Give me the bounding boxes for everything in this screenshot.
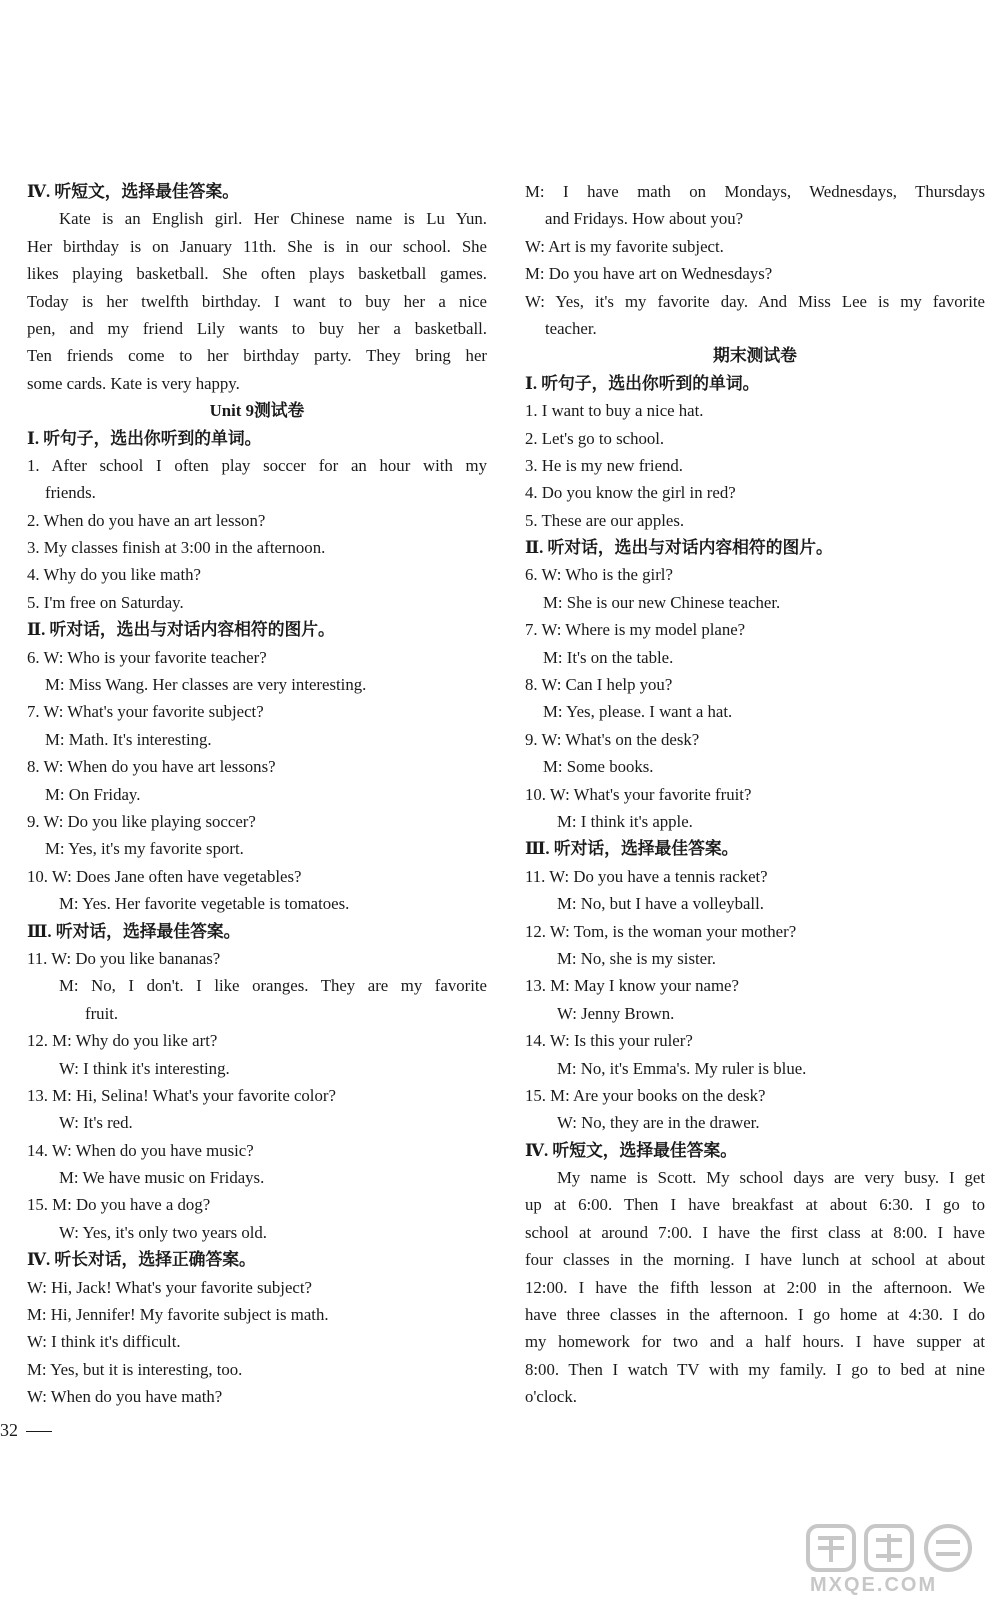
section-heading: Ⅱ. 听对话，选出与对话内容相符的图片。 (27, 620, 335, 640)
section-heading: Ⅲ. 听对话，选择最佳答案。 (27, 921, 241, 941)
watermark (806, 1522, 986, 1598)
dialogue-line: 15. M: Do you have a dog? (27, 1195, 211, 1215)
right-column (525, 178, 985, 1411)
dialogue-line: 15. M: Are your books on the desk? (525, 1085, 766, 1105)
passage-line: Her birthday is on January 11th. She is in our school. She (27, 236, 487, 256)
dialogue-line: M: Miss Wang. Her classes are very interesting. (45, 675, 367, 695)
dialogue-line: 11. W: Do you have a tennis racket? (525, 866, 768, 886)
passage-line: school at around 7:00. I have the first class at 8:00. I have (525, 1222, 985, 1242)
dialogue-line: M: Yes. Her favorite vegetable is tomatoes. (59, 894, 350, 914)
left-column (27, 178, 487, 1411)
dialogue-line: M: I think it's apple. (557, 811, 693, 831)
dialogue-line: M: On Friday. (45, 784, 141, 804)
dialogue-line: M: Yes, but it is interesting, too. (27, 1359, 243, 1379)
dialogue-line: fruit. (85, 1003, 119, 1023)
dialogue-line: M: No, I don't. I like oranges. They are my favorite (59, 976, 487, 996)
page-number-dash (26, 1431, 52, 1432)
dialogue-line: and Fridays. How about you? (545, 209, 744, 229)
dialogue-line: 8. W: When do you have art lessons? (27, 757, 276, 777)
passage-line: o'clock. (525, 1387, 577, 1407)
dialogue-line: 13. M: Hi, Selina! What's your favorite color? (27, 1085, 336, 1105)
question-line: 4. Why do you like math? (27, 565, 201, 585)
question-line: 2. Let's go to school. (525, 428, 665, 448)
dialogue-line: M: Yes, it's my favorite sport. (45, 839, 244, 859)
dialogue-line: W: Hi, Jack! What's your favorite subject? (27, 1277, 312, 1297)
dialogue-line: 9. W: What's on the desk? (525, 729, 700, 749)
section-heading: Ⅰ. 听句子，选出你听到的单词。 (525, 373, 760, 393)
question-line: 3. He is my new friend. (525, 455, 683, 475)
passage-line: likes playing basketball. She often plays basketball games. (27, 264, 487, 284)
dialogue-line: M: No, it's Emma's. My ruler is blue. (557, 1058, 807, 1078)
dialogue-line: 6. W: Who is the girl? (525, 565, 673, 585)
question-line: 1. After school I often play soccer for an hour with my (27, 455, 487, 475)
dialogue-line: W: I think it's difficult. (27, 1332, 181, 1352)
dialogue-line: M: Hi, Jennifer! My favorite subject is math. (27, 1305, 329, 1325)
page-number (0, 1416, 52, 1444)
dialogue-line: 13. M: May I know your name? (525, 976, 739, 996)
dialogue-line: M: Math. It's interesting. (45, 729, 212, 749)
dialogue-line: M: We have music on Fridays. (59, 1168, 265, 1188)
dialogue-line: 10. W: What's your favorite fruit? (525, 784, 752, 804)
dialogue-line: W: Jenny Brown. (557, 1003, 675, 1023)
dialogue-line: 10. W: Does Jane often have vegetables? (27, 866, 302, 886)
dialogue-line: W: Yes, it's my favorite day. And Miss Lee is my favorite (525, 291, 985, 311)
dialogue-line: M: I have math on Mondays, Wednesdays, Thursdays (525, 182, 985, 201)
dialogue-line: 7. W: What's your favorite subject? (27, 702, 264, 722)
section-heading: Ⅳ. 听短文，选择最佳答案。 (525, 1140, 738, 1160)
passage-line: some cards. Kate is very happy. (27, 373, 240, 393)
dialogue-line: teacher. (545, 318, 597, 338)
question-line: 1. I want to buy a nice hat. (525, 401, 704, 421)
passage-line: My name is Scott. My school days are very busy. I get (557, 1168, 985, 1188)
passage-line: Ten friends come to her birthday party. They bring her (27, 346, 487, 366)
question-line: 3. My classes finish at 3:00 in the afternoon. (27, 538, 326, 558)
dialogue-line: 7. W: Where is my model plane? (525, 620, 746, 640)
passage-line: 8:00. Then I watch TV with my family. I go to bed at nine (525, 1359, 985, 1379)
passage-line: my homework for two and a half hours. I have supper at (525, 1332, 985, 1352)
dialogue-line: 9. W: Do you like playing soccer? (27, 811, 256, 831)
watermark-site: MXQE.COM (810, 1574, 938, 1596)
dialogue-line: W: I think it's interesting. (59, 1058, 230, 1078)
dialogue-line: M: Some books. (543, 757, 654, 777)
dialogue-line: 11. W: Do you like bananas? (27, 948, 221, 968)
watermark-logo-icon (806, 1522, 986, 1574)
dialogue-line: W: No, they are in the drawer. (557, 1113, 760, 1133)
section-heading: Ⅳ. 听长对话，选择正确答案。 (27, 1250, 256, 1270)
dialogue-line: W: When do you have math? (27, 1387, 223, 1407)
dialogue-line: M: Do you have art on Wednesdays? (525, 264, 773, 284)
question-line: 4. Do you know the girl in red? (525, 483, 736, 503)
dialogue-line: W: Yes, it's only two years old. (59, 1222, 267, 1242)
dialogue-line: M: No, she is my sister. (557, 948, 716, 968)
passage-line: four classes in the morning. I have lunch at school at about (525, 1250, 985, 1270)
dialogue-line: 6. W: Who is your favorite teacher? (27, 647, 267, 667)
question-line: 5. I'm free on Saturday. (27, 592, 184, 612)
section-heading: Ⅳ. 听短文，选择最佳答案。 (27, 182, 240, 201)
dialogue-line: M: It's on the table. (543, 647, 674, 667)
dialogue-line: M: Yes, please. I want a hat. (543, 702, 733, 722)
passage-line: have three classes in the afternoon. I go home at 4:30. I do (525, 1305, 985, 1325)
question-line: 2. When do you have an art lesson? (27, 510, 266, 530)
section-heading: Ⅲ. 听对话，选择最佳答案。 (525, 839, 739, 859)
question-line: 5. These are our apples. (525, 510, 685, 530)
dialogue-line: 14. W: When do you have music? (27, 1140, 254, 1160)
passage-line: Today is her twelfth birthday. I want to buy her a nice (27, 291, 487, 311)
dialogue-line: M: No, but I have a volleyball. (557, 894, 764, 914)
dialogue-line: 12. W: Tom, is the woman your mother? (525, 921, 797, 941)
dialogue-line: 14. W: Is this your ruler? (525, 1031, 693, 1051)
page-number-text: 32 (0, 1420, 18, 1440)
dialogue-line: M: She is our new Chinese teacher. (543, 592, 781, 612)
section-heading: Ⅰ. 听句子，选出你听到的单词。 (27, 428, 262, 448)
passage-line: pen, and my friend Lily wants to buy her a basketball. (27, 318, 487, 338)
dialogue-line: W: Art is my favorite subject. (525, 236, 724, 256)
passage-line: up at 6:00. Then I have breakfast at about 6:30. I go to (525, 1195, 985, 1215)
section-heading: Ⅱ. 听对话，选出与对话内容相符的图片。 (525, 538, 833, 558)
test-title: 期末测试卷 (713, 346, 797, 366)
passage-line: Kate is an English girl. Her Chinese name is Lu Yun. (59, 209, 487, 229)
test-title: Unit 9测试卷 (209, 401, 305, 421)
dialogue-line: 12. M: Why do you like art? (27, 1031, 218, 1051)
passage-line: 12:00. I have the fifth lesson at 2:00 in the afternoon. We (525, 1277, 985, 1297)
dialogue-line: 8. W: Can I help you? (525, 675, 673, 695)
question-line: friends. (45, 483, 96, 503)
dialogue-line: W: It's red. (59, 1113, 133, 1133)
